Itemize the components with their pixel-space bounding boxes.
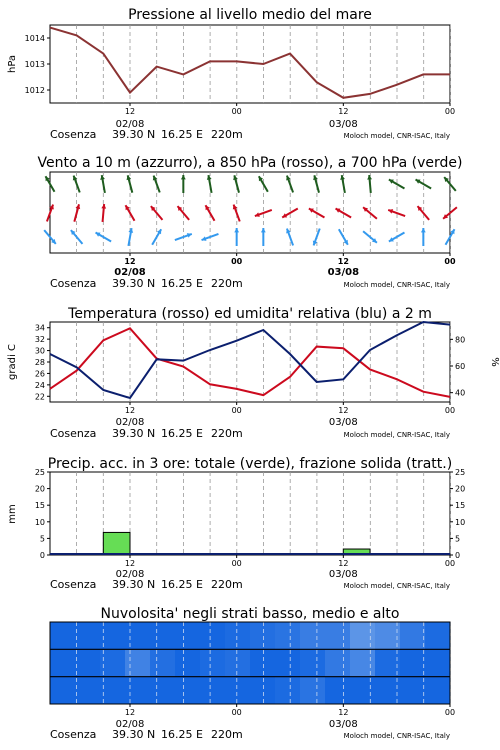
date-label: 02/08: [115, 569, 145, 580]
cloud-cell: [425, 649, 451, 676]
cloud-cell: [400, 677, 426, 704]
cloud-cell: [75, 677, 101, 704]
location-name: Cosenza: [50, 578, 97, 591]
wind-arrow: [71, 230, 83, 244]
date-label: 03/08: [328, 719, 358, 730]
location-lon: 16.25 E: [161, 128, 203, 141]
location-lon: 16.25 E: [161, 427, 203, 440]
wind-arrow: [202, 234, 219, 241]
model-credit: Moloch model, CNR-ISAC, Italy: [343, 132, 450, 140]
cloud-cell: [250, 622, 276, 649]
precipitation-chart-title: Precip. acc. in 3 ore: totale (verde), frazione solida (tratt.): [47, 456, 453, 472]
x-tick-label: 12: [124, 708, 136, 717]
temperature-y-tick-label: 26: [34, 369, 45, 379]
pressure-chart-title: Pressione al livello medio del mare: [128, 7, 372, 23]
wind-arrow: [313, 175, 319, 192]
date-label: 02/08: [114, 267, 146, 278]
wind-arrow: [313, 229, 320, 246]
date-label: 03/08: [327, 267, 360, 278]
cloud-cell: [325, 649, 351, 676]
wind-arrow: [261, 228, 266, 246]
cloud-cell: [400, 649, 426, 676]
location-lat: 39.30 N: [112, 128, 156, 141]
x-tick-label: 12: [338, 559, 349, 568]
cloud-cell: [125, 677, 151, 704]
cloud-cell: [350, 649, 376, 676]
cloud-cell: [125, 649, 151, 676]
wind-arrow: [181, 175, 186, 193]
wind-arrow: [340, 175, 345, 193]
temperature-y-tick-label: 32: [34, 335, 45, 345]
pressure-y-axis-label: hPa: [7, 54, 18, 74]
x-tick-label: 12: [338, 107, 349, 116]
precipitation-y-tick-label: 25: [34, 468, 45, 477]
humidity-y-tick-label: 60: [455, 362, 466, 371]
location-elevation: 220m: [211, 277, 243, 290]
location-name: Cosenza: [50, 277, 97, 290]
date-label: 02/08: [115, 417, 145, 428]
precipitation-y-right-tick-label: 0: [455, 551, 461, 560]
location-lon: 16.25 E: [161, 277, 203, 290]
temperature-y-tick-label: 28: [34, 358, 45, 367]
pressure-y-tick-label: 1012: [24, 86, 45, 95]
cloud-cell: [350, 677, 376, 704]
wind-arrow: [421, 228, 426, 246]
cloud-cell: [250, 649, 276, 676]
cloud-cell: [175, 649, 201, 676]
cloud-cell: [225, 677, 251, 704]
cloud-cell: [400, 622, 426, 649]
x-tick-label: 12: [337, 257, 349, 266]
wind-arrow: [153, 176, 160, 193]
date-label: 02/08: [115, 719, 145, 730]
cloud-cell: [225, 622, 251, 649]
wind-arrow: [286, 229, 293, 246]
date-label: 03/08: [328, 119, 358, 130]
wind-arrow: [233, 205, 240, 222]
cloud-cell: [250, 677, 276, 704]
location-elevation: 220m: [211, 578, 243, 591]
wind-arrow: [286, 176, 293, 193]
x-tick-label: 12: [124, 559, 136, 568]
wind-arrow: [234, 228, 239, 246]
x-tick-label: 00: [231, 708, 242, 717]
cloud-chart-title: Nuvolosita' negli strati basso, medio e alto: [100, 606, 400, 622]
date-label: 03/08: [328, 569, 358, 580]
cloud-cell: [50, 677, 76, 704]
precipitation-y-tick-label: 0: [39, 551, 45, 560]
temperature-y-tick-label: 30: [34, 346, 45, 356]
x-tick-label: 12: [124, 257, 136, 266]
humidity-y-tick-label: 40: [455, 388, 466, 398]
x-tick-label: 00: [231, 406, 242, 415]
wind-arrow: [367, 175, 372, 193]
precipitation-y-right-tick-label: 10: [455, 517, 466, 527]
x-tick-label: 12: [338, 406, 349, 415]
cloud-cell: [275, 677, 301, 704]
cloud-cell: [150, 677, 176, 704]
location-lon: 16.25 E: [161, 578, 203, 591]
cloud-cell: [300, 677, 326, 704]
temperature-frame: [50, 322, 450, 402]
location-name: Cosenza: [50, 728, 97, 741]
model-credit: Moloch model, CNR-ISAC, Italy: [343, 582, 450, 590]
wind-arrow: [389, 233, 405, 242]
cloud-cell: [425, 677, 451, 704]
cloud-cell: [200, 677, 226, 704]
x-tick-label: 00: [231, 107, 242, 116]
cloud-cell: [200, 649, 226, 676]
location-lat: 39.30 N: [112, 728, 156, 741]
x-tick-label: 12: [338, 708, 349, 717]
location-name: Cosenza: [50, 128, 97, 141]
wind-arrow: [207, 175, 212, 193]
precipitation-y-axis-label: mm: [7, 504, 18, 524]
x-tick-label: 00: [444, 708, 456, 717]
x-tick-label: 00: [444, 559, 456, 568]
precipitation-y-right-tick-label: 15: [455, 501, 466, 511]
x-tick-label: 00: [444, 107, 456, 116]
cloud-cell: [100, 622, 126, 649]
humidity-y-tick-label: 80: [455, 335, 466, 345]
humidity-line: [50, 322, 450, 398]
cloud-cell: [75, 622, 101, 649]
precipitation-bar: [103, 532, 130, 555]
cloud-cell: [150, 622, 176, 649]
precipitation-y-tick-label: 15: [34, 501, 45, 511]
wind-arrow: [233, 175, 239, 192]
x-tick-label: 12: [124, 406, 136, 415]
model-credit: Moloch model, CNR-ISAC, Italy: [343, 732, 450, 740]
cloud-cell: [325, 677, 351, 704]
temperature-y-axis-label: gradi C: [7, 344, 18, 380]
date-label: 02/08: [115, 119, 145, 130]
cloud-cell: [50, 622, 76, 649]
cloud-cell: [200, 622, 226, 649]
wind-chart-title: Vento a 10 m (azzurro), a 850 hPa (rosso), a 700 hPa (verde): [37, 155, 463, 171]
x-tick-label: 00: [231, 257, 243, 266]
precipitation-y-tick-label: 20: [34, 484, 45, 494]
location-elevation: 220m: [211, 728, 243, 741]
location-lat: 39.30 N: [112, 277, 156, 290]
cloud-cell: [175, 677, 201, 704]
date-label: 03/08: [328, 417, 358, 428]
wind-arrow: [126, 175, 132, 192]
location-elevation: 220m: [211, 128, 243, 141]
wind-arrow-head: [181, 175, 186, 179]
temperature-y-tick-label: 24: [34, 380, 45, 390]
x-tick-label: 00: [444, 257, 456, 266]
wind-arrow: [363, 231, 377, 243]
cloud-cell: [275, 622, 301, 649]
model-credit: Moloch model, CNR-ISAC, Italy: [343, 431, 450, 439]
wind-arrow: [100, 175, 105, 193]
cloud-cell: [225, 649, 251, 676]
pressure-y-tick-label: 1013: [24, 60, 45, 69]
wind-arrow: [175, 233, 192, 240]
x-tick-label: 00: [231, 559, 242, 568]
cloud-cell: [50, 649, 76, 676]
cloud-cell: [100, 649, 126, 676]
precipitation-y-right-tick-label: 5: [455, 534, 461, 544]
location-lon: 16.25 E: [161, 728, 203, 741]
wind-arrow-head: [101, 204, 106, 209]
x-tick-label: 12: [124, 107, 136, 116]
location-elevation: 220m: [211, 427, 243, 440]
pressure-y-tick-label: 1014: [24, 34, 45, 43]
wind-arrow-head: [421, 228, 426, 232]
cloud-cell: [125, 622, 151, 649]
cloud-cell: [175, 622, 201, 649]
location-lat: 39.30 N: [112, 578, 156, 591]
precipitation-y-right-tick-label: 25: [455, 468, 466, 477]
temperature-chart-title: Temperatura (rosso) ed umidita' relativa (blu) a 2 m: [68, 306, 432, 322]
temperature-y-tick-label: 34: [34, 323, 45, 333]
x-tick-label: 00: [444, 406, 456, 415]
pressure-line: [50, 28, 450, 98]
wind-arrow-head: [234, 228, 239, 232]
cloud-cell: [75, 649, 101, 676]
cloud-cell: [425, 622, 451, 649]
wind-arrow: [101, 204, 106, 222]
cloud-cell: [150, 649, 176, 676]
location-lat: 39.30 N: [112, 427, 156, 440]
wind-arrow: [96, 233, 112, 242]
cloud-cell: [300, 622, 326, 649]
precipitation-y-tick-label: 5: [39, 534, 45, 544]
location-name: Cosenza: [50, 427, 97, 440]
precipitation-y-tick-label: 10: [34, 517, 45, 527]
precipitation-y-right-tick-label: 20: [455, 484, 466, 494]
wind-arrow: [128, 228, 133, 246]
cloud-cell: [350, 622, 376, 649]
model-credit: Moloch model, CNR-ISAC, Italy: [343, 281, 450, 289]
wind-arrow-head: [367, 175, 372, 180]
cloud-cell: [300, 649, 326, 676]
cloud-cell: [100, 677, 126, 704]
wind-arrow: [74, 204, 80, 221]
temperature-y-tick-label: 22: [34, 392, 45, 402]
humidity-y-axis-label: %: [489, 357, 500, 367]
cloud-cell: [275, 649, 301, 676]
wind-arrow-head: [261, 228, 266, 232]
cloud-cell: [325, 622, 351, 649]
